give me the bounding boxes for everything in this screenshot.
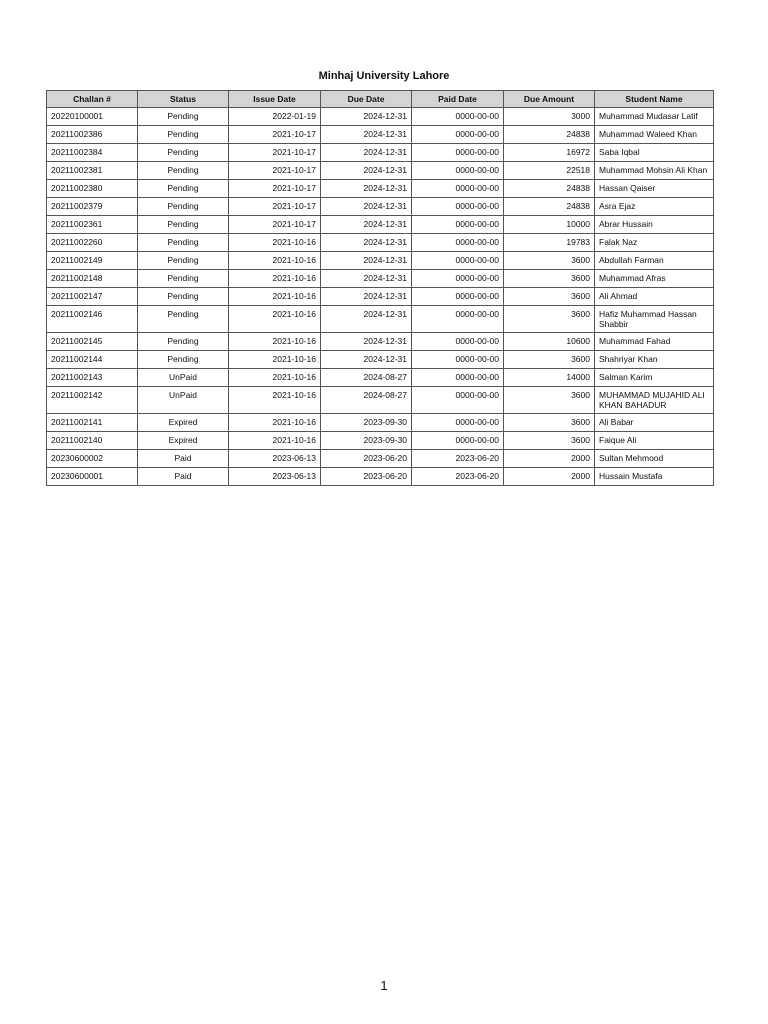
cell-due-amount: 22518 — [504, 162, 595, 180]
cell-status: Pending — [138, 288, 229, 306]
cell-issue-date: 2023-06-13 — [229, 468, 321, 486]
cell-due-date: 2024-12-31 — [321, 144, 412, 162]
cell-status: Pending — [138, 162, 229, 180]
cell-due-date: 2023-09-30 — [321, 432, 412, 450]
cell-paid-date: 0000-00-00 — [412, 288, 504, 306]
cell-status: Pending — [138, 126, 229, 144]
cell-challan: 20211002149 — [47, 252, 138, 270]
cell-due-amount: 19783 — [504, 234, 595, 252]
cell-issue-date: 2021-10-17 — [229, 162, 321, 180]
cell-challan: 20211002145 — [47, 333, 138, 351]
cell-status: Pending — [138, 333, 229, 351]
cell-challan: 20211002260 — [47, 234, 138, 252]
cell-issue-date: 2021-10-16 — [229, 234, 321, 252]
cell-status: Pending — [138, 180, 229, 198]
cell-issue-date: 2021-10-17 — [229, 180, 321, 198]
cell-issue-date: 2021-10-17 — [229, 144, 321, 162]
header-status: Status — [138, 91, 229, 108]
cell-challan: 20211002384 — [47, 144, 138, 162]
cell-status: Pending — [138, 351, 229, 369]
cell-due-amount: 24838 — [504, 126, 595, 144]
page-number: 1 — [380, 978, 388, 993]
cell-status: Pending — [138, 270, 229, 288]
cell-student-name: Asra Ejaz — [595, 198, 714, 216]
table-row — [47, 270, 714, 288]
cell-issue-date: 2021-10-16 — [229, 270, 321, 288]
cell-challan: 20211002148 — [47, 270, 138, 288]
cell-student-name: Ali Babar — [595, 414, 714, 432]
cell-paid-date: 0000-00-00 — [412, 432, 504, 450]
cell-due-date: 2024-12-31 — [321, 252, 412, 270]
cell-challan: 20211002146 — [47, 306, 138, 333]
table-row — [47, 162, 714, 180]
table-row — [47, 180, 714, 198]
cell-due-amount: 2000 — [504, 468, 595, 486]
table-row — [47, 288, 714, 306]
cell-issue-date: 2021-10-17 — [229, 198, 321, 216]
cell-paid-date: 0000-00-00 — [412, 414, 504, 432]
cell-due-date: 2024-12-31 — [321, 288, 412, 306]
cell-status: Pending — [138, 234, 229, 252]
cell-paid-date: 0000-00-00 — [412, 387, 504, 414]
cell-challan: 20211002379 — [47, 198, 138, 216]
cell-due-date: 2024-12-31 — [321, 126, 412, 144]
cell-due-amount: 3000 — [504, 108, 595, 126]
cell-status: Pending — [138, 144, 229, 162]
cell-status: Pending — [138, 108, 229, 126]
header-paid-date: Paid Date — [412, 91, 504, 108]
cell-due-date: 2024-12-31 — [321, 180, 412, 198]
cell-challan: 20211002147 — [47, 288, 138, 306]
cell-student-name: Saba Iqbal — [595, 144, 714, 162]
cell-due-amount: 3600 — [504, 288, 595, 306]
cell-status: Pending — [138, 306, 229, 333]
cell-status: Pending — [138, 198, 229, 216]
cell-due-amount: 3600 — [504, 252, 595, 270]
cell-paid-date: 0000-00-00 — [412, 144, 504, 162]
table-row — [47, 333, 714, 351]
cell-student-name: Abdullah Farman — [595, 252, 714, 270]
cell-paid-date: 0000-00-00 — [412, 369, 504, 387]
cell-due-amount: 3600 — [504, 387, 595, 414]
table-row — [47, 387, 714, 414]
cell-due-amount: 3600 — [504, 432, 595, 450]
header-student-name: Student Name — [595, 91, 714, 108]
cell-issue-date: 2021-10-16 — [229, 387, 321, 414]
cell-student-name: Muhammad Afras — [595, 270, 714, 288]
cell-issue-date: 2021-10-16 — [229, 288, 321, 306]
cell-issue-date: 2021-10-16 — [229, 351, 321, 369]
cell-paid-date: 0000-00-00 — [412, 306, 504, 333]
cell-challan: 20211002143 — [47, 369, 138, 387]
cell-status: Pending — [138, 252, 229, 270]
challan-table — [46, 90, 714, 486]
cell-due-date: 2024-12-31 — [321, 162, 412, 180]
cell-student-name: Muhammad Mudasar Latif — [595, 108, 714, 126]
cell-status: Paid — [138, 450, 229, 468]
cell-paid-date: 0000-00-00 — [412, 162, 504, 180]
cell-due-amount: 3600 — [504, 270, 595, 288]
cell-due-date: 2024-12-31 — [321, 108, 412, 126]
table-row — [47, 351, 714, 369]
cell-paid-date: 0000-00-00 — [412, 333, 504, 351]
cell-due-date: 2024-12-31 — [321, 306, 412, 333]
cell-issue-date: 2021-10-16 — [229, 369, 321, 387]
cell-issue-date: 2021-10-16 — [229, 252, 321, 270]
cell-due-date: 2024-12-31 — [321, 198, 412, 216]
table-row — [47, 198, 714, 216]
cell-status: UnPaid — [138, 369, 229, 387]
table-header-row — [47, 91, 714, 108]
cell-student-name: Muhammad Waleed Khan — [595, 126, 714, 144]
cell-issue-date: 2021-10-16 — [229, 432, 321, 450]
table-row — [47, 414, 714, 432]
cell-due-date: 2024-12-31 — [321, 351, 412, 369]
cell-paid-date: 2023-06-20 — [412, 468, 504, 486]
cell-issue-date: 2021-10-16 — [229, 333, 321, 351]
cell-challan: 20220100001 — [47, 108, 138, 126]
cell-challan: 20211002141 — [47, 414, 138, 432]
cell-due-amount: 24838 — [504, 198, 595, 216]
cell-due-date: 2024-08-27 — [321, 387, 412, 414]
table-row — [47, 450, 714, 468]
cell-issue-date: 2021-10-17 — [229, 126, 321, 144]
cell-paid-date: 2023-06-20 — [412, 450, 504, 468]
report-title: Minhaj University Lahore — [318, 70, 450, 82]
cell-student-name: Shahriyar Khan — [595, 351, 714, 369]
cell-due-date: 2024-12-31 — [321, 270, 412, 288]
cell-student-name: Sultan Mehmood — [595, 450, 714, 468]
cell-due-date: 2023-06-20 — [321, 450, 412, 468]
cell-issue-date: 2021-10-16 — [229, 414, 321, 432]
cell-student-name: Hassan Qaiser — [595, 180, 714, 198]
cell-challan: 20211002380 — [47, 180, 138, 198]
table-row — [47, 432, 714, 450]
header-issue-date: Issue Date — [229, 91, 321, 108]
cell-student-name: Hafiz Muhammad Hassan Shabbir — [595, 306, 714, 333]
cell-due-amount: 14000 — [504, 369, 595, 387]
cell-student-name: Falak Naz — [595, 234, 714, 252]
cell-paid-date: 0000-00-00 — [412, 198, 504, 216]
table-row — [47, 252, 714, 270]
cell-due-amount: 10000 — [504, 216, 595, 234]
cell-issue-date: 2022-01-19 — [229, 108, 321, 126]
cell-paid-date: 0000-00-00 — [412, 252, 504, 270]
cell-challan: 20211002361 — [47, 216, 138, 234]
cell-paid-date: 0000-00-00 — [412, 126, 504, 144]
cell-student-name: Hussain Mustafa — [595, 468, 714, 486]
cell-status: Expired — [138, 432, 229, 450]
cell-paid-date: 0000-00-00 — [412, 234, 504, 252]
cell-status: Expired — [138, 414, 229, 432]
cell-issue-date: 2021-10-16 — [229, 306, 321, 333]
cell-due-date: 2024-12-31 — [321, 333, 412, 351]
cell-due-amount: 3600 — [504, 414, 595, 432]
cell-status: UnPaid — [138, 387, 229, 414]
cell-due-date: 2024-12-31 — [321, 234, 412, 252]
cell-challan: 20211002386 — [47, 126, 138, 144]
cell-challan: 20211002381 — [47, 162, 138, 180]
cell-status: Pending — [138, 216, 229, 234]
header-due-amount: Due Amount — [504, 91, 595, 108]
cell-due-amount: 2000 — [504, 450, 595, 468]
table-row — [47, 108, 714, 126]
table-body — [47, 108, 714, 486]
cell-paid-date: 0000-00-00 — [412, 216, 504, 234]
cell-student-name: Salman Karim — [595, 369, 714, 387]
cell-student-name: Faique Ali — [595, 432, 714, 450]
cell-student-name: Muhammad Fahad — [595, 333, 714, 351]
table-row — [47, 234, 714, 252]
table-row — [47, 144, 714, 162]
table-row — [47, 126, 714, 144]
cell-student-name: Abrar Hussain — [595, 216, 714, 234]
cell-student-name: MUHAMMAD MUJAHID ALI KHAN BAHADUR — [595, 387, 714, 414]
cell-due-amount: 3600 — [504, 306, 595, 333]
cell-due-amount: 16972 — [504, 144, 595, 162]
cell-due-date: 2024-12-31 — [321, 216, 412, 234]
cell-challan: 20211002144 — [47, 351, 138, 369]
cell-due-amount: 24838 — [504, 180, 595, 198]
header-challan: Challan # — [47, 91, 138, 108]
cell-due-amount: 10600 — [504, 333, 595, 351]
table-row — [47, 468, 714, 486]
table-row — [47, 306, 714, 333]
cell-student-name: Ali Ahmad — [595, 288, 714, 306]
cell-challan: 20230600001 — [47, 468, 138, 486]
header-due-date: Due Date — [321, 91, 412, 108]
cell-challan: 20211002140 — [47, 432, 138, 450]
cell-issue-date: 2023-06-13 — [229, 450, 321, 468]
cell-student-name: Muhammad Mohsin Ali Khan — [595, 162, 714, 180]
cell-paid-date: 0000-00-00 — [412, 270, 504, 288]
cell-status: Paid — [138, 468, 229, 486]
table-row — [47, 216, 714, 234]
cell-challan: 20230600002 — [47, 450, 138, 468]
cell-due-date: 2023-09-30 — [321, 414, 412, 432]
cell-due-date: 2024-08-27 — [321, 369, 412, 387]
cell-challan: 20211002142 — [47, 387, 138, 414]
cell-issue-date: 2021-10-17 — [229, 216, 321, 234]
cell-paid-date: 0000-00-00 — [412, 108, 504, 126]
cell-due-amount: 3600 — [504, 351, 595, 369]
table-row — [47, 369, 714, 387]
cell-due-date: 2023-06-20 — [321, 468, 412, 486]
cell-paid-date: 0000-00-00 — [412, 351, 504, 369]
cell-paid-date: 0000-00-00 — [412, 180, 504, 198]
